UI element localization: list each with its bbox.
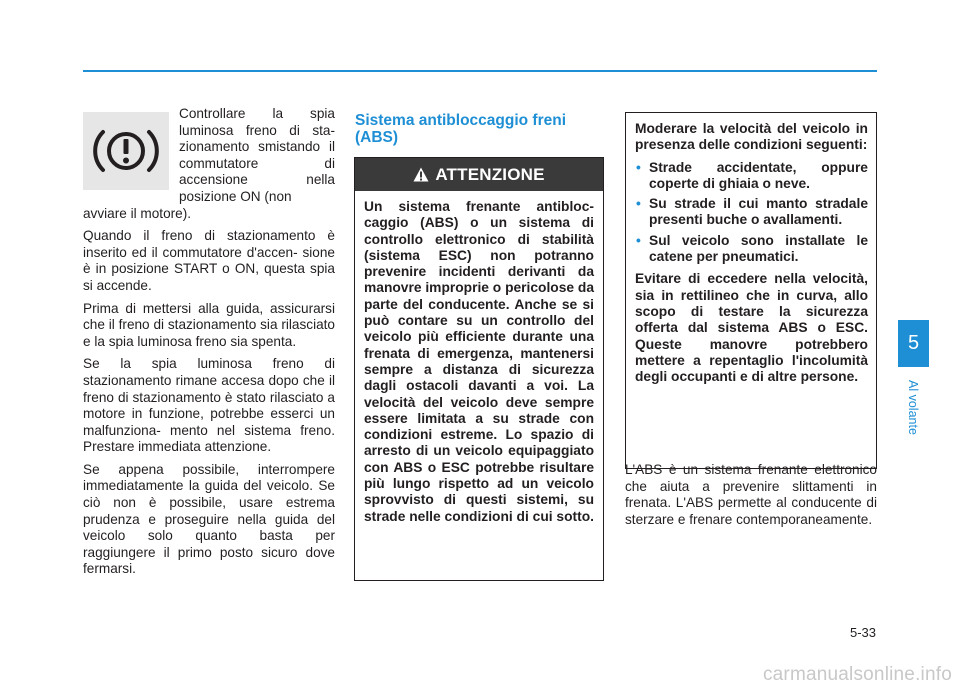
note-bullet	[635, 233, 868, 266]
note-bullet-text: Su strade il cui manto stradale presenti buche o avallamenti.	[649, 196, 868, 228]
left-para-4: Se la spia luminosa freno di stazionamento rimane accesa dopo che il freno di stazionamento è stato rilasciato a motore in funzione, potrebbe esserci un malfunziona- mento nel sistema freno. Prestare immediata attenzione.	[83, 356, 335, 455]
warning-triangle-icon	[413, 167, 429, 182]
left-column	[83, 106, 335, 584]
top-rule	[83, 70, 877, 72]
bullet-dot-icon: •	[636, 196, 641, 212]
note-outro: Evitare di eccedere nella velocità, sia in rettilineo che in curva, allo scopo di testare la sicurezza offerta dal sistema ABS o ESC. Queste manovre potrebbero mettere a repentaglio l'incolumità degli occupanti e di altre persone.	[635, 271, 868, 385]
note-box	[625, 112, 877, 469]
warning-box	[354, 157, 604, 581]
watermark: carmanualsonline.info	[762, 664, 952, 685]
left-para-5: Se appena possibile, interrompere immediatamente la guida del veicolo. Se ciò non è possibile, usare estrema prudenza e proseguire nella guida del veicolo solo quanto basta per raggiungere il primo posto sicuro dove fermarsi.	[83, 461, 335, 577]
note-bullet-list	[635, 160, 868, 266]
bullet-dot-icon: •	[636, 159, 641, 175]
chapter-number: 5	[907, 332, 920, 354]
note-bullet-text: Strade accidentate, oppure coperte di ghiaia o neve.	[649, 159, 868, 191]
note-bullet	[635, 160, 868, 193]
note-intro: Moderare la velocità del veicolo in presenza delle condizioni seguenti:	[635, 121, 868, 153]
left-para-2: Quando il freno di stazionamento è inserito ed il commutatore d'accen- sione è in posizione START o ON, questa spia si accende.	[83, 228, 335, 293]
section-title: Sistema antibloccaggio freni (ABS)	[355, 112, 567, 146]
warning-header	[355, 158, 603, 191]
warning-body: Un sistema frenante antibloc- caggio (ABS) o un sistema di controllo elettronico di stabilità (sistema ESC) non potranno prevenire incidenti derivanti da manovre improprie o pericolose da parte del conducente. Anche se si può contare su un controllo del veicolo più efficiente durante una frenata di emergenza, mantenersi sempre a distanza di sicurezza dagli ostacoli davanti a voi. La velocità del veicolo deve sempre essere limitata a su strade con condizioni estreme. Lo spazio di arresto di un veicolo equipaggiato con ABS o ESC potrebbe risultare più lungo rispetto ad un veicolo sprovvisto di questi sistemi, su strade nelle condizioni di cui sotto.	[364, 199, 595, 524]
abs-paragraph: L'ABS è un sistema frenante elettronico che aiuta a prevenire slittamenti in frenata. L'ABS permette al conducente di sterzare e frenare contemporaneamente.	[625, 462, 877, 527]
chapter-tab	[898, 320, 929, 367]
warning-label: ATTENZIONE	[435, 164, 545, 184]
left-para-1	[83, 106, 335, 222]
note-bullet-text: Sul veicolo sono installate le catene per pneumatici.	[649, 232, 868, 265]
left-para-1-top: Controllare la spia luminosa freno di sta- zionamento smistando il commutatore di accensione nella posizione ON (non	[179, 106, 335, 204]
note-bullet	[635, 196, 868, 229]
left-para-3: Prima di mettersi alla guida, assicurarsi che il freno di stazionamento sia rilasciato e la spia luminosa freno sia spenta.	[83, 300, 335, 349]
bullet-dot-icon: •	[636, 232, 641, 248]
page-number: 5-33	[849, 625, 876, 640]
chapter-label: Al volante	[906, 379, 920, 435]
left-para-1-rest: avviare il motore).	[83, 205, 192, 221]
